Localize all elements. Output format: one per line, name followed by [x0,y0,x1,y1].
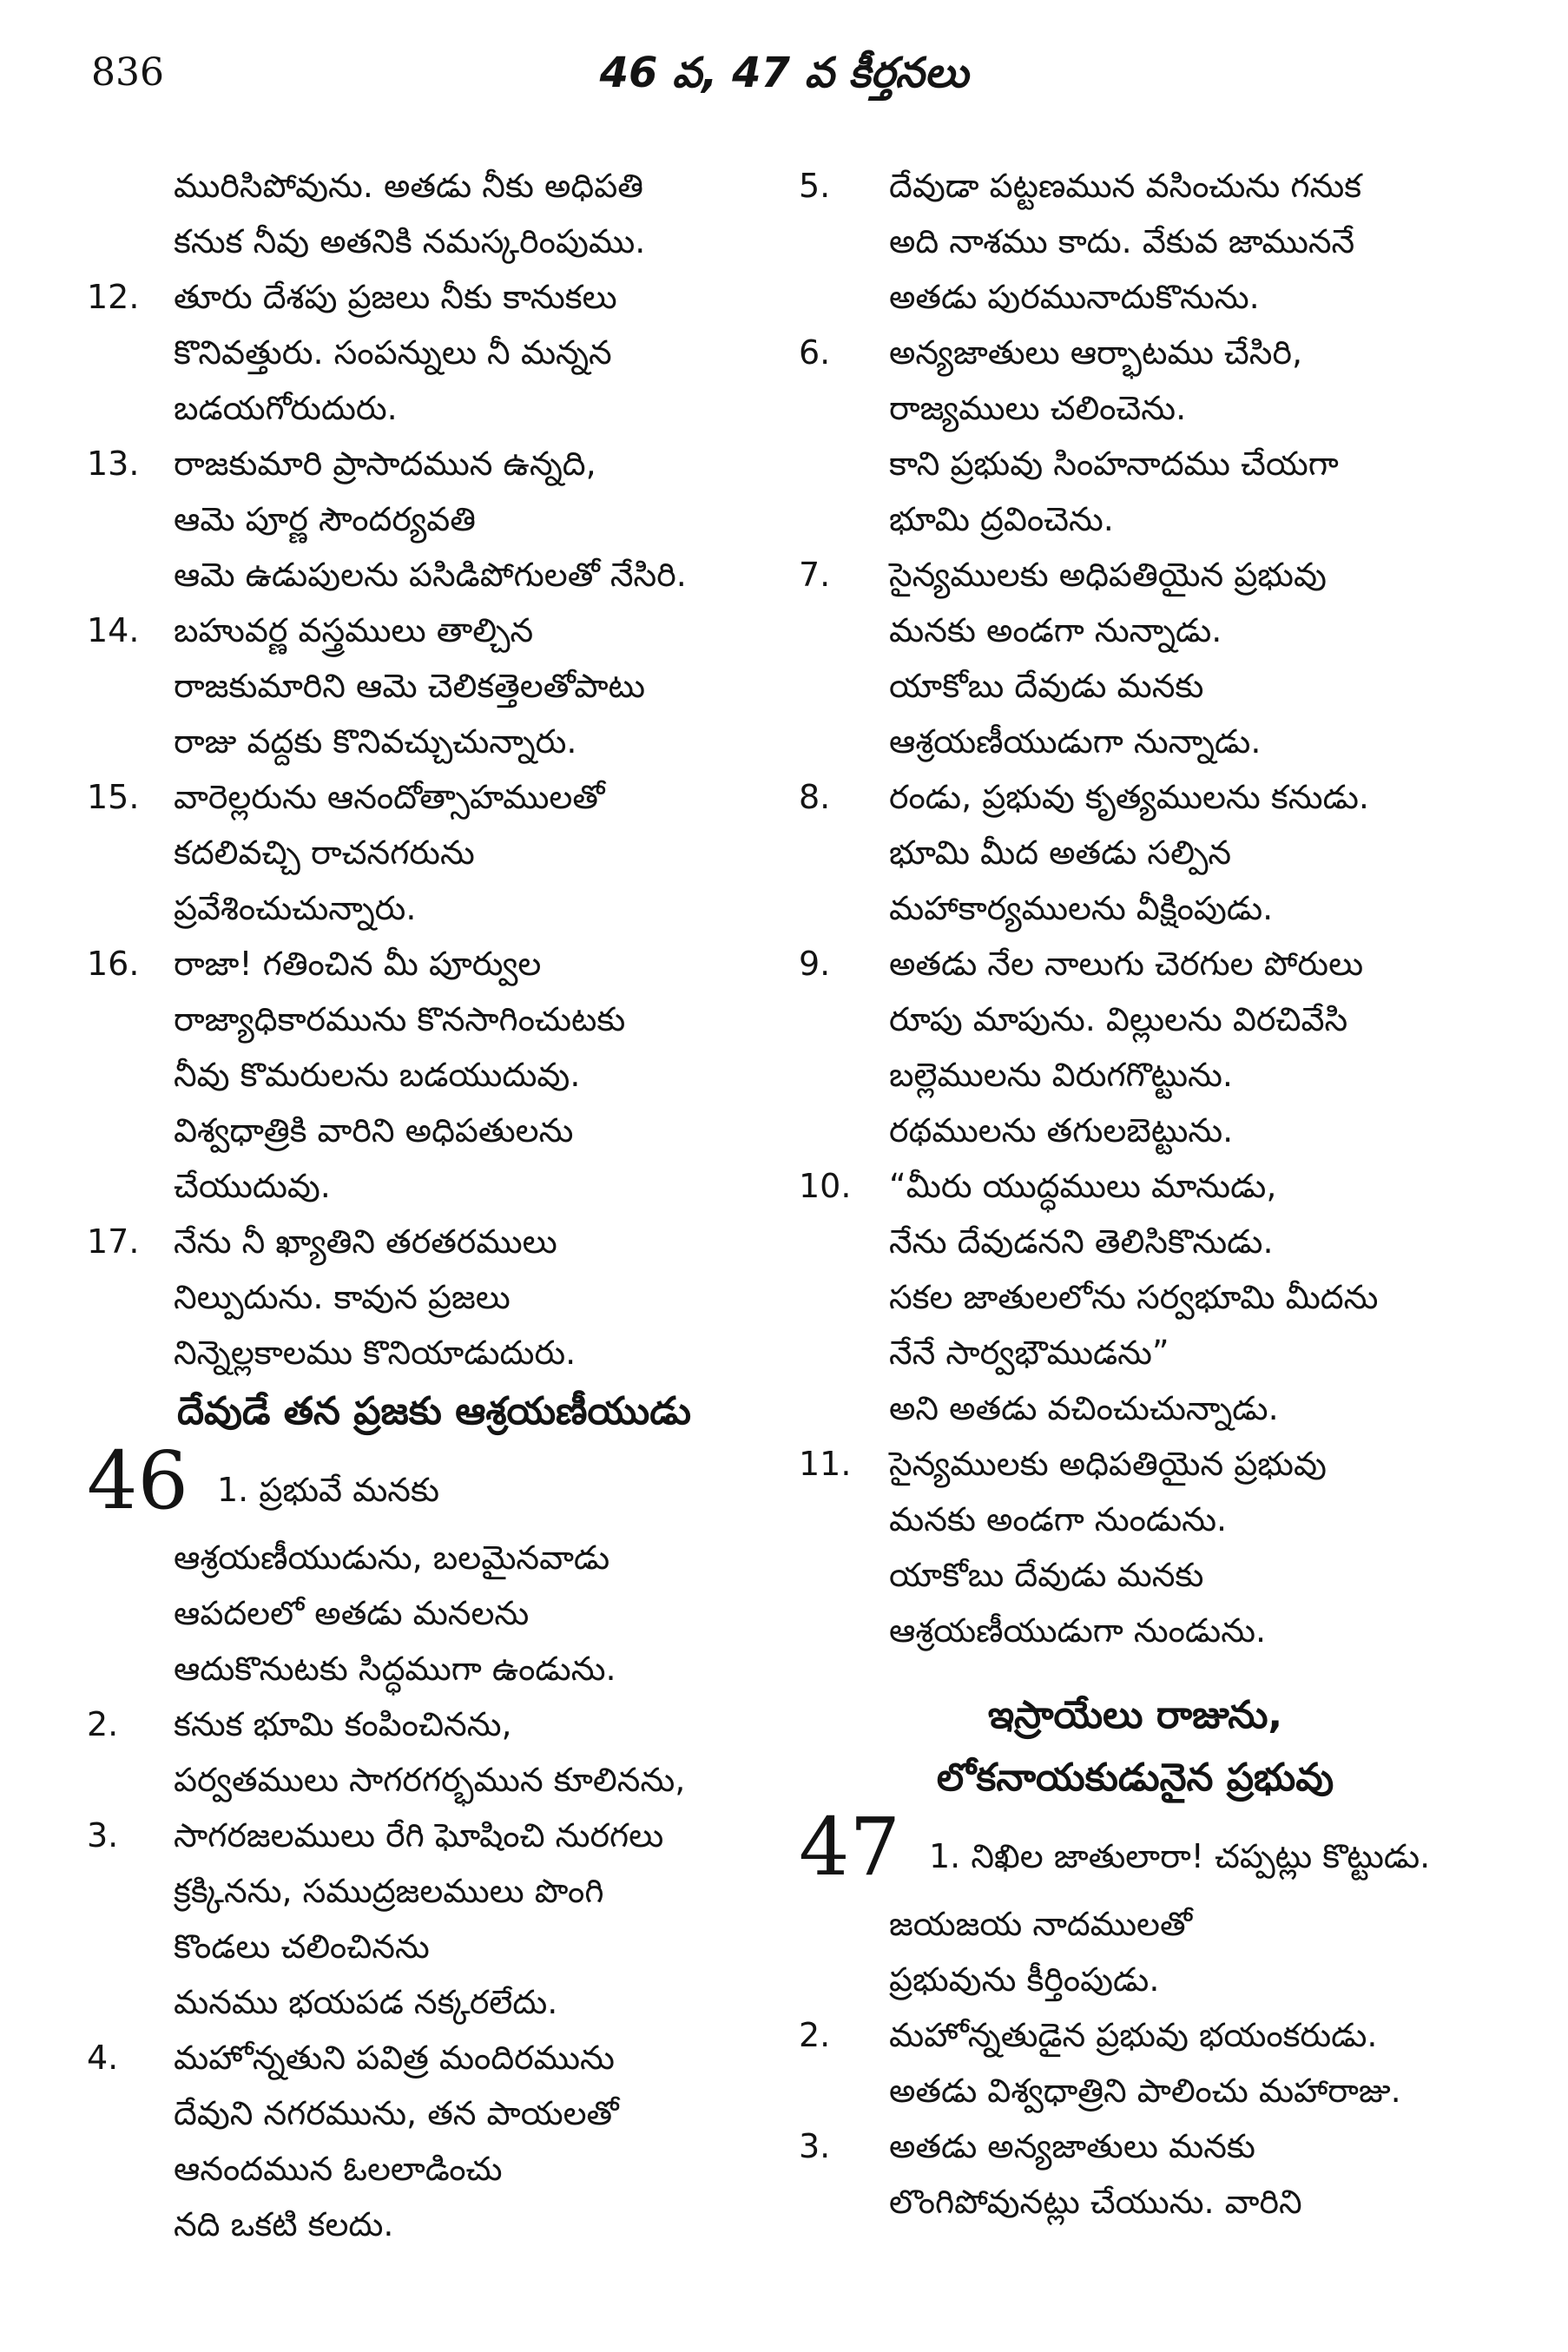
verse-line [87,380,781,436]
verse-line [799,325,1472,380]
verse-line [799,936,1472,992]
verse-line [799,547,1472,603]
verse-text: కనుక నీవు అతనికి నమస్కరింపుము. [174,222,646,260]
verse-line [87,1752,781,1808]
verse-line [87,1530,781,1585]
verse-text: నేను నీ ఖ్యాతిని తరతరములు [174,1222,557,1261]
verse-number: 15. [87,778,140,816]
verse-line [799,1380,1472,1436]
verse-text: సాగరజలములు రేగి ఘోషించి నురగలు [174,1816,664,1855]
verse-line [87,2141,781,2197]
verse-line [799,992,1472,1047]
verse-text: దేవుని నగరమును, తన పాయలతో [174,2094,619,2132]
verse-text: అది నాశము కాదు. వేకువ జాముననే [889,222,1355,260]
verse-text: రాజకుమారిని ఆమె చెలికత్తెలతోపాటు [174,667,646,705]
verse-text: క్రక్కినను, సముద్రజలములు పొంగి [174,1872,604,1910]
verse-line [87,936,781,992]
verse-text: నేను దేవుడనని తెలిసికొనుడు. [889,1222,1274,1261]
verse-text: నది ఒకటి కలదు. [174,2205,394,2243]
verse-text: మహాకార్యములను వీక్షింపుడు. [889,889,1274,927]
verse-text: జయజయ నాదములతో [889,1905,1193,1943]
page-number: 836 [91,50,164,95]
verse-line [799,1436,1472,1492]
verse-text: 1. ప్రభువే మనకు [217,1471,439,1509]
verse-text: కొండలు చలించినను [174,1927,430,1966]
verse-line [87,269,781,325]
verse-lines-top [799,158,1472,1658]
verse-line [87,658,781,714]
verse-number: 8. [799,778,831,816]
psalm-46-opening [87,1434,781,1530]
verse-text: ఆమె పూర్ణ సౌందర్యవతి [174,500,476,538]
verse-text: కొనివత్తురు. సంపన్నులు నీ మన్నన [174,333,612,372]
psalm-46-heading: దేవుడే తన ప్రజకు ఆశ్రయణీయుడు [176,1389,692,1433]
verse-lines-top [87,158,781,1380]
verse-number: 17. [87,1222,140,1261]
verse-line [799,158,1472,214]
verse-line [799,1547,1472,1603]
verse-text: భూమి మీద అతడు సల్పిన [889,833,1232,872]
verse-text: సకల జాతులలోను సర్వభూమి మీదను [889,1278,1379,1316]
verse-line [87,603,781,658]
verse-lines-bottom [87,1530,781,2252]
psalm-number: 47 [799,1801,901,1894]
left-column [87,158,781,2252]
verse-text: ప్రవేశించుచున్నారు. [174,889,417,927]
verse-text: రండు, ప్రభువు కృత్యములను కనుడు. [889,778,1369,816]
verse-text: దేవుడా పట్టణమున వసించును గనుక [889,167,1362,205]
verse-line [87,1974,781,2030]
verse-text: పర్వతములు సాగరగర్భమున కూలినను, [174,1761,686,1799]
verse-text: ఆనందమున ఓలలాడించు [174,2150,503,2188]
verse-line [799,436,1472,491]
verse-text: అని అతడు వచించుచున్నాడు. [889,1389,1279,1427]
verse-number: 4. [87,2039,119,2077]
verse-text: మహోన్నతుని పవిత్ర మందిరమును [174,2039,615,2077]
verse-text: అన్యజాతులు ఆర్భాటము చేసిరి, [889,333,1303,372]
verse-text: భూమి ద్రవించెను. [889,500,1114,538]
verse-text: రాజ్యములు చలించెను. [889,389,1187,427]
verse-line [799,1214,1472,1269]
verse-line [799,1603,1472,1658]
verse-text: యాకోబు దేవుడు మనకు [889,667,1204,705]
verse-text: సైన్యములకు అధిపతియైన ప్రభువు [889,556,1327,594]
verse-line [799,1492,1472,1547]
verse-text: సైన్యములకు అధిపతియైన ప్రభువు [889,1445,1327,1483]
verse-number: 11. [799,1445,852,1483]
verse-line [799,1952,1472,2007]
verse-line [799,380,1472,436]
verse-text: యాకోబు దేవుడు మనకు [889,1556,1204,1594]
verse-line [87,1269,781,1325]
verse-text: ఆమె ఉడుపులను పసిడిపోగులతో నేసిరి. [174,556,687,594]
verse-line [87,1325,781,1380]
running-title: 46 వ, 47 వ కీర్తనలు [599,49,969,97]
verse-number: 6. [799,333,831,372]
verse-text: మనకు అండగా నుండును. [889,1500,1228,1538]
verse-line [799,1896,1472,1952]
verse-line [799,491,1472,547]
verse-text: 1. నిఖిల జాతులారా! చప్పట్లు కొట్టుడు. [929,1837,1431,1875]
verse-text: చేయుదువు. [174,1167,331,1205]
verse-text: “మీరు యుద్ధములు మానుడు, [889,1167,1277,1205]
verse-text: విశ్వధాత్రికి వారిని అధిపతులను [174,1111,574,1150]
verse-text: ఆశ్రయణీయుడుగా నుండును. [889,1611,1267,1650]
verse-text: వారెల్లరును ఆనందోత్సాహములతో [174,778,605,816]
right-column [799,158,1472,2230]
verse-line [87,769,781,825]
verse-text: తూరు దేశపు ప్రజలు నీకు కానుకలు [174,278,617,316]
verse-text: అతడు అన్యజాతులు మనకు [889,2127,1255,2165]
verse-text: ఆశ్రయణీయుడును, బలమైనవాడు [174,1538,610,1577]
verse-text: అతడు నేల నాలుగు చెరగుల పోరులు [889,945,1364,983]
verse-line [87,1103,781,1158]
verse-text: రాజా! గతించిన మీ పూర్వుల [174,945,542,983]
verse-line [799,825,1472,880]
verse-text: నిన్నెల్లకాలము కొనియాడుదురు. [174,1334,576,1372]
verse-line [799,714,1472,769]
verse-text: బల్లెములను విరుగగొట్టును. [889,1056,1233,1094]
verse-text: రాజకుమారి ప్రాసాదమున ఉన్నది, [174,445,596,483]
verse-text: రూపు మాపును. విల్లులను విరచివేసి [889,1000,1348,1038]
verse-text: బహువర్ణ వస్త్రములు తాల్చిన [174,611,534,649]
verse-line [87,436,781,491]
verse-line [87,825,781,880]
verse-number: 12. [87,278,140,316]
psalm-47-opening [799,1801,1472,1896]
verse-line [799,2063,1472,2118]
verse-line [799,1103,1472,1158]
verse-line [799,880,1472,936]
verse-text: లొంగిపోవునట్లు చేయును. వారిని [889,2183,1302,2221]
verse-line [87,2030,781,2085]
verse-text: ఆశ్రయణీయుడుగా నున్నాడు. [889,722,1262,761]
verse-number: 13. [87,445,140,483]
verse-text: మనము భయపడ నక్కరలేదు. [174,1983,558,2021]
verse-text: మురిసిపోవును. అతడు నీకు అధిపతి [174,167,643,205]
verse-line [87,325,781,380]
verse-number: 14. [87,611,140,649]
verse-text: రాజ్యాధికారమును కొనసాగించుటకు [174,1000,626,1038]
verse-line [799,1269,1472,1325]
verse-line [87,1863,781,1919]
verse-number: 16. [87,945,140,983]
verse-number: 10. [799,1167,852,1205]
verse-text: మనకు అండగా నున్నాడు. [889,611,1222,649]
verse-line [87,491,781,547]
verse-line [87,714,781,769]
verse-line [799,1325,1472,1380]
psalm-47-heading-line1: ఇస్రాయేలు రాజును, [987,1693,1283,1737]
verse-text: కాని ప్రభువు సింహనాదము చేయగా [889,445,1339,483]
verse-text: కనుక భూమి కంపించినను, [174,1705,512,1743]
verse-text: నిల్పుదును. కావున ప్రజలు [174,1278,511,1316]
verse-text: కదలివచ్చి రాచనగరును [174,833,475,872]
verse-line [87,1214,781,1269]
verse-text: నేనే సార్వభౌముడను” [889,1334,1169,1372]
verse-number: 2. [799,2016,831,2054]
spacer [799,1658,1472,1684]
verse-line [87,2197,781,2252]
verse-line [799,603,1472,658]
verse-number: 7. [799,556,831,594]
verse-line [799,769,1472,825]
verse-lines-bottom [799,1896,1472,2230]
verse-line [87,1585,781,1641]
verse-line [87,158,781,214]
verse-line [799,658,1472,714]
verse-text: ప్రభువును కీర్తింపుడు. [889,1960,1160,1999]
verse-line [87,1047,781,1103]
verse-number: 3. [87,1816,119,1855]
verse-line [799,214,1472,269]
page-header [0,50,1568,120]
verse-number: 3. [799,2127,831,2165]
verse-text: బడయగోరుదురు. [174,389,398,427]
verse-line [799,2007,1472,2063]
verse-line [87,214,781,269]
verse-line [87,880,781,936]
verse-number: 2. [87,1705,119,1743]
verse-text: నీవు కొమరులను బడయుదువు. [174,1056,581,1094]
verse-text: మహోన్నతుడైన ప్రభువు భయంకరుడు. [889,2016,1378,2054]
verse-line [799,2118,1472,2174]
verse-line [87,2085,781,2141]
verse-line [87,1808,781,1863]
verse-text: రథములను తగులబెట్టును. [889,1111,1234,1150]
verse-line [87,992,781,1047]
verse-line [87,1158,781,1214]
verse-text: రాజు వద్దకు కొనివచ్చుచున్నారు. [174,722,577,761]
verse-number: 9. [799,945,831,983]
verse-text: ఆదుకొనుటకు సిద్ధముగా ఉండును. [174,1650,616,1688]
verse-line [87,547,781,603]
verse-line [87,1696,781,1752]
verse-line [87,1641,781,1696]
verse-line [87,1919,781,1974]
psalm-number: 46 [87,1434,189,1527]
verse-line [799,2174,1472,2230]
psalm-47-heading-line2: లోకనాయకుడునైన ప్రభువు [936,1756,1334,1800]
verse-line [799,1047,1472,1103]
verse-line [799,1158,1472,1214]
verse-line [799,269,1472,325]
verse-number: 5. [799,167,831,205]
verse-text: అతడు విశ్వధాత్రిని పాలించు మహారాజు. [889,2072,1401,2110]
verse-text: అతడు పురమునాదుకొనును. [889,278,1260,316]
verse-text: ఆపదలలో అతడు మనలను [174,1594,530,1632]
